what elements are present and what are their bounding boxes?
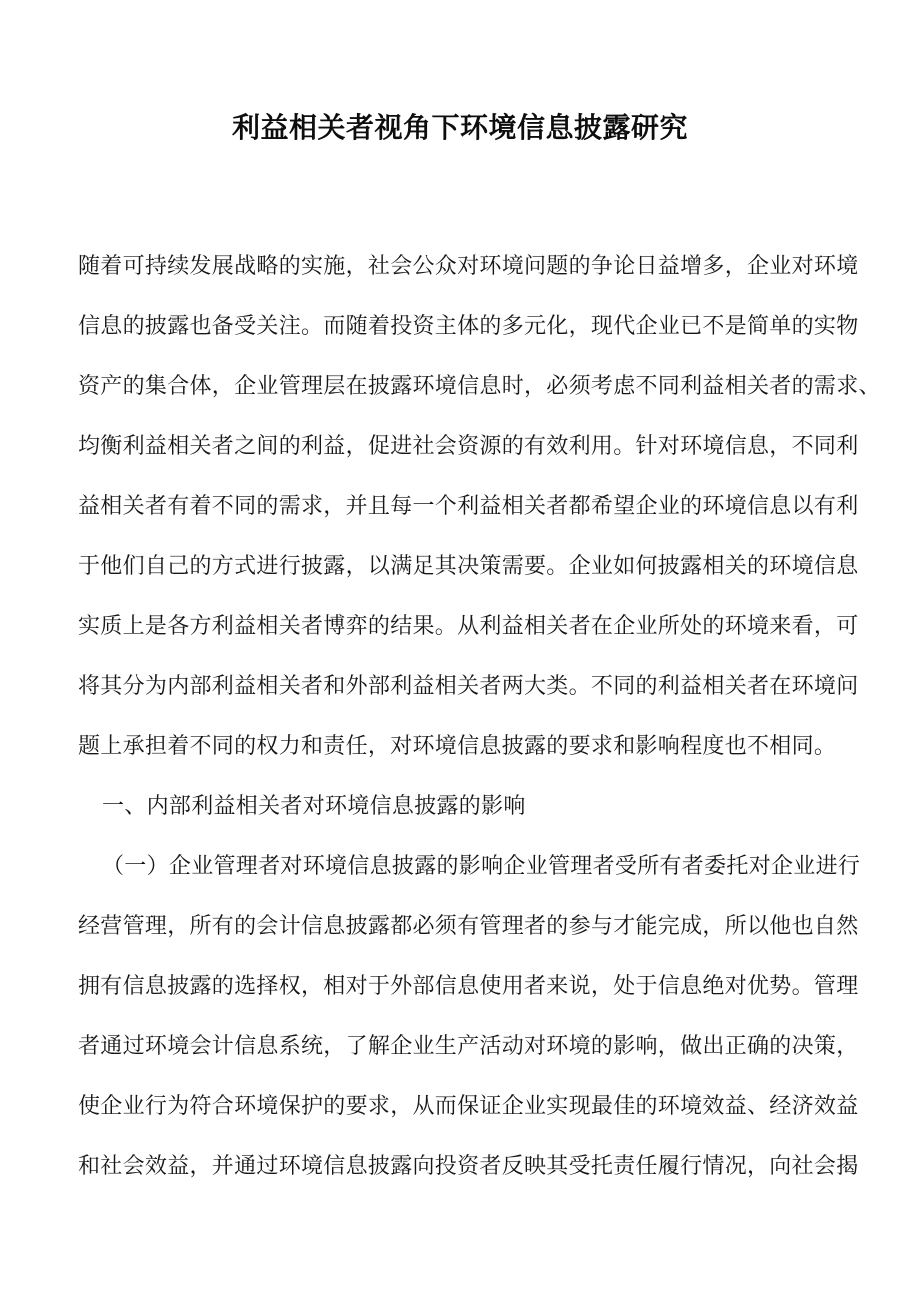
text-line: 资产的集合体，企业管理层在披露环境信息时，必须考虑不同利益相关者的需求、 xyxy=(78,373,881,398)
document-title: 利益相关者视角下环境信息披露研究 xyxy=(231,112,688,143)
text-line: 拥有信息披露的选择权，相对于外部信息使用者来说，处于信息绝对优势。管理 xyxy=(78,973,859,998)
text-line: （一）企业管理者对环境信息披露的影响企业管理者受所有者委托对企业进行 xyxy=(102,853,861,878)
text-line: 实质上是各方利益相关者博弈的结果。从利益相关者在企业所处的环境来看，可 xyxy=(78,613,859,638)
text-line: 使企业行为符合环境保护的要求，从而保证企业实现最佳的环境效益、经济效益 xyxy=(78,1093,859,1118)
text-line: 经营管理，所有的会计信息披露都必须有管理者的参与才能完成，所以他也自然 xyxy=(78,913,859,938)
text-line: 随着可持续发展战略的实施，社会公众对环境问题的争论日益增多，企业对环境 xyxy=(78,253,859,278)
text-line: 题上承担着不同的权力和责任，对环境信息披露的要求和影响程度也不相同。 xyxy=(78,733,837,758)
text-line: 者通过环境会计信息系统，了解企业生产活动对环境的影响，做出正确的决策， xyxy=(78,1033,859,1058)
text-line: 于他们自己的方式进行披露，以满足其决策需要。企业如何披露相关的环境信息 xyxy=(78,553,859,578)
text-line: 信息的披露也备受关注。而随着投资主体的多元化，现代企业已不是简单的实物 xyxy=(78,313,859,338)
text-line: 和社会效益，并通过环境信息披露向投资者反映其受托责任履行情况，向社会揭 xyxy=(78,1153,859,1178)
text-line: 一、内部利益相关者对环境信息披露的影响 xyxy=(102,793,526,818)
text-line: 益相关者有着不同的需求，并且每一个利益相关者都希望企业的环境信息以有利 xyxy=(78,493,859,518)
document-body xyxy=(0,236,881,1196)
text-line: 将其分为内部利益相关者和外部利益相关者两大类。不同的利益相关者在环境问 xyxy=(78,673,859,698)
text-line: 均衡利益相关者之间的利益，促进社会资源的有效利用。针对环境信息，不同利 xyxy=(78,433,859,458)
